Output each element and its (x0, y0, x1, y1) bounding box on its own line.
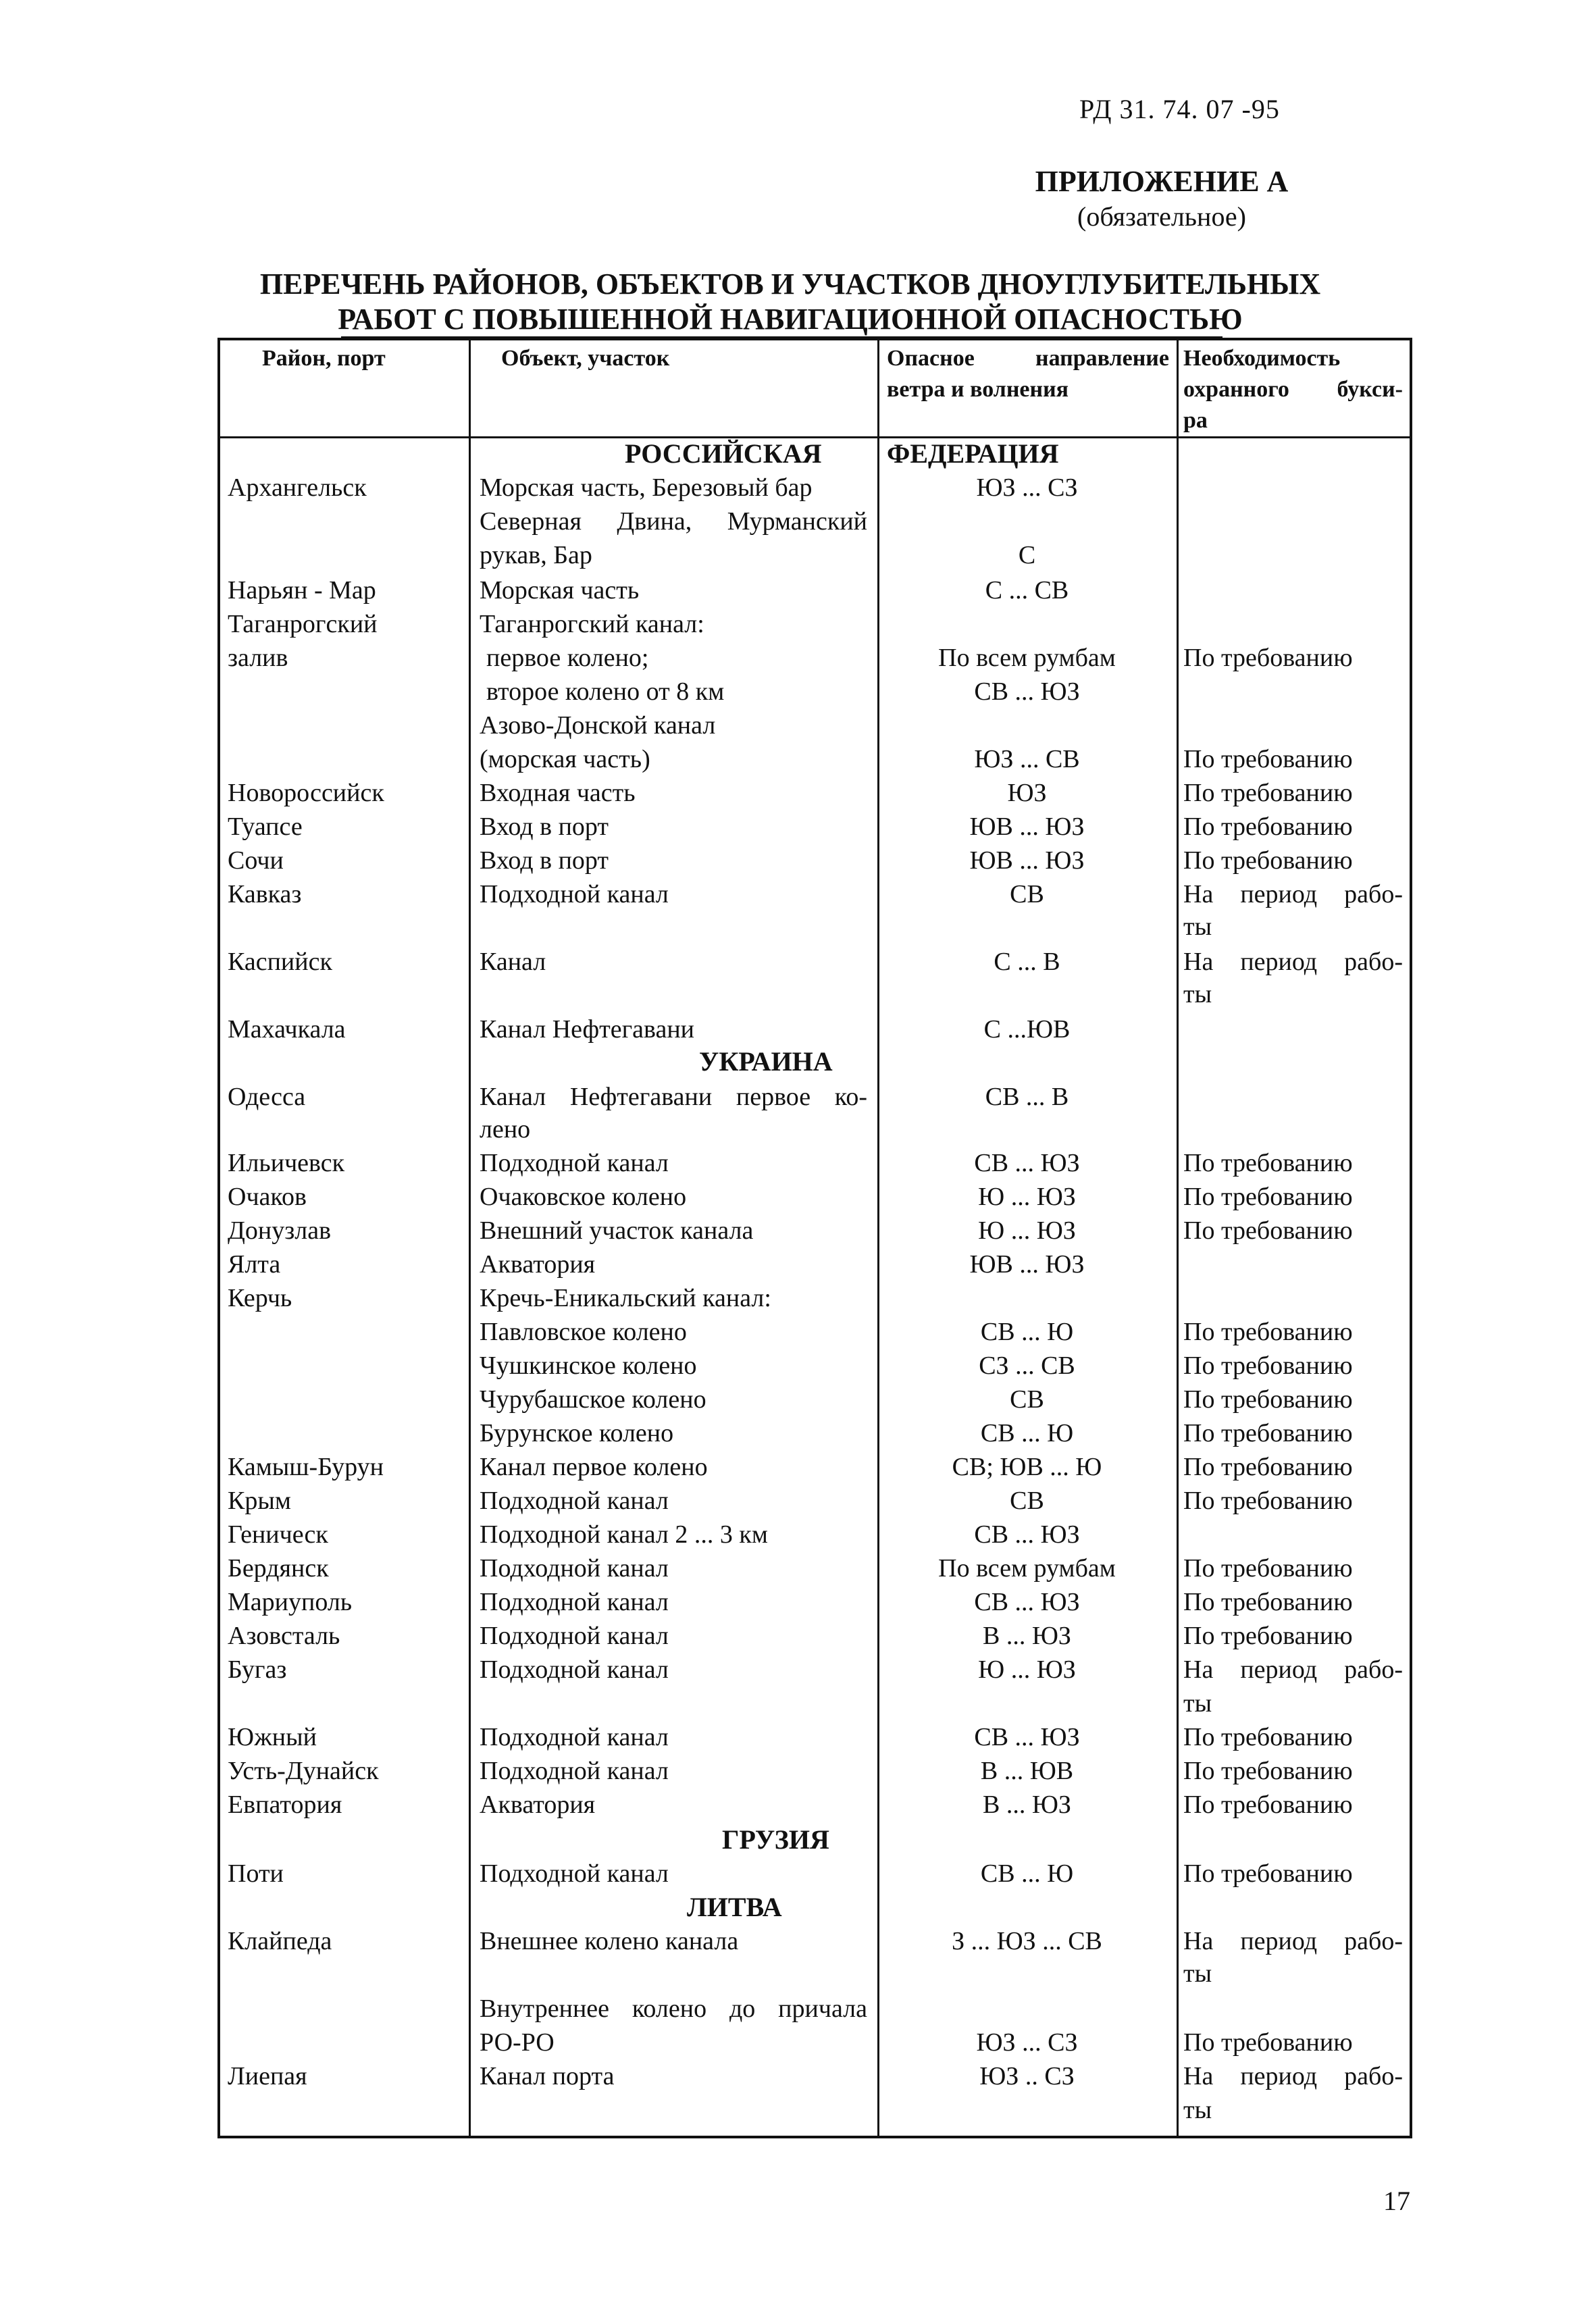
column-header-tug-line-1: Необходимость (1183, 346, 1341, 371)
table-cell: По требованию (1183, 1216, 1353, 1245)
table-cell: Таганрогский канал: (480, 610, 704, 638)
table-cell: СВ ... ЮЗ (974, 677, 1080, 706)
table-cell: СВ; ЮВ ... Ю (952, 1453, 1102, 1481)
table-cell: Чушкинское колено (480, 1352, 697, 1380)
table-cell: По требованию (1183, 779, 1353, 807)
table-cell: На период рабо- (1183, 880, 1403, 908)
table-cell: З ... ЮЗ ... СВ (952, 1927, 1102, 1955)
table-cell: Подходной канал (480, 1723, 669, 1751)
appendix-subtitle: (обязательное) (1077, 201, 1246, 232)
table-cell: Кавказ (228, 880, 302, 908)
table-cell: Крым (228, 1487, 291, 1515)
table-cell: Канал первое колено (480, 1453, 708, 1481)
table-cell: Таганрогский (228, 610, 378, 638)
table-cell: Каспийск (228, 948, 332, 976)
table-cell: По требованию (1183, 1723, 1353, 1751)
column-header-wind-line-2: ветра и волнения (887, 377, 1069, 402)
table-cell: Керчь (228, 1284, 292, 1312)
table-cell: Подходной канал (480, 1757, 669, 1785)
table-cell: По требованию (1183, 1149, 1353, 1177)
table-cell: ЮЗ ... СЗ (976, 2028, 1078, 2057)
table-cell: ЮЗ (1007, 779, 1047, 807)
table-cell: На период рабо- (1183, 1927, 1403, 1955)
table-cell: Очаковское колено (480, 1183, 687, 1211)
table-cell: Азовсталь (228, 1622, 340, 1650)
table-cell: СВ (1010, 880, 1044, 908)
column-header-tug-line-3: ра (1183, 408, 1208, 433)
table-cell: СВ ... ЮЗ (974, 1520, 1080, 1549)
appendix-title: ПРИЛОЖЕНИЕ А (1035, 165, 1289, 198)
table-cell: Южный (228, 1723, 317, 1751)
table-cell: По требованию (1183, 644, 1353, 672)
table-cell: На период рабо- (1183, 2062, 1403, 2090)
table-cell: лено (480, 1115, 531, 1143)
table-cell: Подходной канал (480, 1588, 669, 1616)
column-header-tug-line-2: охранного букси- (1183, 377, 1403, 402)
column-header-object: Объект, участок (501, 346, 670, 371)
table-cell: По требованию (1183, 1183, 1353, 1211)
column-header-region: Район, порт (262, 346, 386, 371)
table-cell: первое колено; (486, 644, 649, 672)
page-number: 17 (1383, 2186, 1410, 2216)
table-cell: ты (1183, 912, 1212, 941)
table-cell: Павловское колено (480, 1318, 687, 1346)
table-cell: По требованию (1183, 2028, 1353, 2057)
country-heading-ukraine: УКРАИНА (699, 1046, 833, 1077)
table-cell: Внешнее колено канала (480, 1927, 739, 1955)
table-cell: Донузлав (228, 1216, 332, 1245)
country-heading-lithuania: ЛИТВА (687, 1892, 782, 1922)
table-cell: Клайпеда (228, 1927, 332, 1955)
table-cell: Канал Нефтегавани первое ко- (480, 1083, 867, 1111)
table-cell: Мариуполь (228, 1588, 353, 1616)
table-cell: Канал порта (480, 2062, 615, 2090)
table-cell: СЗ ... СВ (979, 1352, 1075, 1380)
table-cell: Акватория (480, 1250, 596, 1279)
table-cell: По требованию (1183, 1791, 1353, 1819)
table-cell: Кречь-Еникальский канал: (480, 1284, 771, 1312)
table-cell: Ю ... ЮЗ (978, 1216, 1076, 1245)
table-cell: Бурунское колено (480, 1419, 674, 1447)
table-cell: Азово-Донской канал (480, 711, 716, 740)
column-divider (1177, 338, 1179, 2138)
table-cell: ты (1183, 2096, 1212, 2124)
table-cell: По требованию (1183, 1419, 1353, 1447)
table-cell: Подходной канал (480, 1487, 669, 1515)
table-cell: На период рабо- (1183, 1655, 1403, 1684)
table-cell: Подходной канал (480, 1149, 669, 1177)
table-cell: По всем румбам (938, 1554, 1116, 1583)
table-cell: ЮЗ ... СЗ (976, 473, 1078, 502)
table-cell: СВ ... Ю (980, 1419, 1074, 1447)
table-cell: Подходной канал (480, 1859, 669, 1888)
table-cell: По требованию (1183, 745, 1353, 773)
page-title-line-2: РАБОТ С ПОВЫШЕННОЙ НАВИГАЦИОННОЙ ОПАСНОСТЬЮ (338, 303, 1243, 336)
title-underline (341, 336, 1222, 339)
table-cell: СВ (1010, 1385, 1044, 1414)
table-cell: С ... СВ (985, 576, 1069, 605)
table-cell: ты (1183, 980, 1212, 1008)
table-cell: Бердянск (228, 1554, 329, 1583)
table-cell: ты (1183, 1689, 1212, 1718)
table-cell: Евпатория (228, 1791, 342, 1819)
table-cell: СВ ... Ю (980, 1318, 1074, 1346)
table-cell: Новороссийск (228, 779, 384, 807)
table-cell: СВ ... ЮЗ (974, 1723, 1080, 1751)
table-cell: С ... В (994, 948, 1060, 976)
table-cell: Вход в порт (480, 813, 609, 841)
table-cell: рукав, Бар (480, 541, 592, 569)
table-cell: По требованию (1183, 1622, 1353, 1650)
table-cell: залив (228, 644, 288, 672)
table-cell: С ...ЮВ (983, 1015, 1071, 1044)
table-cell: Подходной канал (480, 1554, 669, 1583)
table-cell: По требованию (1183, 813, 1353, 841)
table-cell: ЮВ ... ЮЗ (969, 813, 1085, 841)
country-heading-russia-2: ФЕДЕРАЦИЯ (887, 438, 1059, 469)
table-cell: ЮВ ... ЮЗ (969, 1250, 1085, 1279)
table-cell: В ... ЮЗ (983, 1622, 1071, 1650)
table-cell: СВ ... Ю (980, 1859, 1074, 1888)
table-cell: ЮЗ .. СЗ (979, 2062, 1075, 2090)
table-cell: По требованию (1183, 1554, 1353, 1583)
table-cell: Подходной канал (480, 1622, 669, 1650)
table-cell: ЮЗ ... СВ (974, 745, 1080, 773)
table-cell: По требованию (1183, 1588, 1353, 1616)
table-cell: второе колено от 8 км (486, 677, 725, 706)
table-cell: Ю ... ЮЗ (978, 1183, 1076, 1211)
table-cell: СВ ... ЮЗ (974, 1149, 1080, 1177)
table-cell: (морская часть) (480, 745, 650, 773)
table-cell: Архангельск (228, 473, 367, 502)
table-cell: Бугаз (228, 1655, 287, 1684)
table-cell: По требованию (1183, 1352, 1353, 1380)
country-heading-georgia: ГРУЗИЯ (722, 1824, 829, 1855)
table-cell: Ялта (228, 1250, 281, 1279)
table-cell: По требованию (1183, 1487, 1353, 1515)
page-title-line-1: ПЕРЕЧЕНЬ РАЙОНОВ, ОБЪЕКТОВ И УЧАСТКОВ ДНОУГЛУБИТЕЛЬНЫХ (259, 267, 1321, 301)
table-cell: Одесса (228, 1083, 306, 1111)
table-cell: Канал Нефтегавани (480, 1015, 695, 1044)
table-cell: Канал (480, 948, 546, 976)
table-cell: Акватория (480, 1791, 596, 1819)
table-cell: По требованию (1183, 1318, 1353, 1346)
table-cell: РО-РО (480, 2028, 555, 2057)
table-cell: Ю ... ЮЗ (978, 1655, 1076, 1684)
table-cell: С (1018, 541, 1036, 569)
table-cell: В ... ЮВ (980, 1757, 1074, 1785)
table-cell: Поти (228, 1859, 284, 1888)
table-cell: По требованию (1183, 846, 1353, 875)
table-cell: Лиепая (228, 2062, 307, 2090)
table-cell: Очаков (228, 1183, 307, 1211)
table-cell: ты (1183, 1959, 1212, 1988)
table-cell: Внутреннее колено до причала (480, 1995, 867, 2023)
table-cell: По требованию (1183, 1453, 1353, 1481)
table-cell: Ильичевск (228, 1149, 345, 1177)
table-cell: Вход в порт (480, 846, 609, 875)
table-cell: Сочи (228, 846, 284, 875)
table-cell: В ... ЮЗ (983, 1791, 1071, 1819)
table-cell: Махачкала (228, 1015, 346, 1044)
table-cell: Северная Двина, Мурманский (480, 507, 867, 536)
column-divider (469, 338, 471, 2138)
table-cell: Морская часть (480, 576, 640, 605)
table-cell: По требованию (1183, 1757, 1353, 1785)
table-cell: Геническ (228, 1520, 328, 1549)
table-cell: По требованию (1183, 1385, 1353, 1414)
table-cell: По всем румбам (938, 644, 1116, 672)
table-cell: Туапсе (228, 813, 303, 841)
table-cell: Камыш-Бурун (228, 1453, 384, 1481)
table-cell: Входная часть (480, 779, 636, 807)
table-cell: Подходной канал 2 ... 3 км (480, 1520, 768, 1549)
table-cell: Морская часть, Березовый бар (480, 473, 813, 502)
table-cell: ЮВ ... ЮЗ (969, 846, 1085, 875)
table-cell: СВ ... ЮЗ (974, 1588, 1080, 1616)
country-heading-russia: РОССИЙСКАЯ (625, 438, 822, 469)
table-cell: СВ (1010, 1487, 1044, 1515)
table-cell: Чурубашское колено (480, 1385, 706, 1414)
table-cell: По требованию (1183, 1859, 1353, 1888)
table-cell: Подходной канал (480, 1655, 669, 1684)
table-cell: СВ ... В (985, 1083, 1069, 1111)
column-header-wind-line-1: Опасное направление (887, 346, 1169, 371)
table-cell: Нарьян - Мар (228, 576, 376, 605)
table-cell: Усть-Дунайск (228, 1757, 379, 1785)
table-cell: На период рабо- (1183, 948, 1403, 976)
document-number: РД 31. 74. 07 -95 (1079, 94, 1280, 124)
table-cell: Подходной канал (480, 880, 669, 908)
table-cell: Внешний участок канала (480, 1216, 754, 1245)
